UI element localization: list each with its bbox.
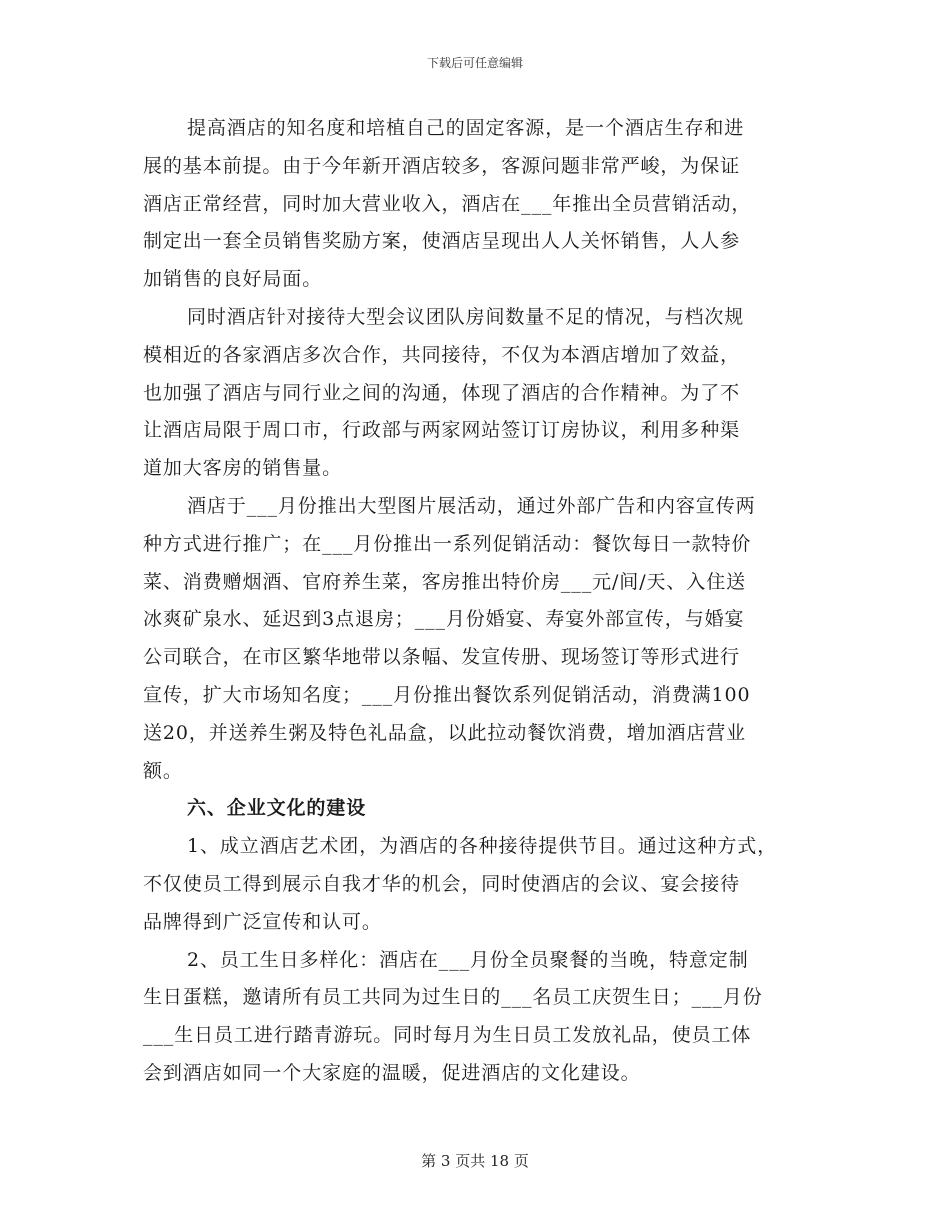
text-line: 1、成立酒店艺术团，为酒店的各种接待提供节目。通过这种方式， <box>187 835 778 858</box>
text-line: 展的基本前提。由于今年新开酒店较多，客源问题非常严峻，为保证 <box>143 154 741 177</box>
document-body <box>143 110 808 1093</box>
page-header-note: 下载后可任意编辑 <box>426 56 523 70</box>
text-line: 酒店于___月份推出大型图片展活动，通过外部广告和内容宣传两 <box>187 494 756 517</box>
text-line: 也加强了酒店与同行业之间的沟通，体现了酒店的合作精神。为了不 <box>143 381 741 404</box>
text-line: 冰爽矿泉水、延迟到3点退房；___月份婚宴、寿宴外部宣传，与婚宴 <box>143 608 745 631</box>
section-heading: 六、企业文化的建设 <box>187 797 367 820</box>
text-line: 宣传，扩大市场知名度；___月份推出餐饮系列促销活动，消费满100 <box>143 683 751 706</box>
text-line: 品牌得到广泛宣传和认可。 <box>143 910 382 933</box>
text-line: 让酒店局限于周口市，行政部与两家网站签订订房协议，利用多种渠 <box>143 419 741 442</box>
text-line: 提高酒店的知名度和培植自己的固定客源，是一个酒店生存和进 <box>187 117 745 139</box>
page-number-footer: 第 3 页共 18 页 <box>421 1152 529 1170</box>
text-line: 不仅使员工得到展示自我才华的机会，同时使酒店的会议、宴会接待 <box>143 872 741 895</box>
text-line: 加销售的良好局面。 <box>143 268 323 291</box>
text-line: 制定出一套全员销售奖励方案，使酒店呈现出人人关怀销售，人人参 <box>143 230 741 253</box>
text-line: 道加大客房的销售量。 <box>143 457 343 480</box>
text-line: 2、员工生日多样化：酒店在___月份全员聚餐的当晚，特意定制 <box>187 948 749 971</box>
text-line: 生日蛋糕，邀请所有员工共同为过生日的___名员工庆贺生日；___月份 <box>143 986 763 1009</box>
text-line: 种方式进行推广；在___月份推出一系列促销活动：餐饮每日一款特价 <box>143 532 752 555</box>
text-line: 模相近的各家酒店多次合作，共同接待，不仅为本酒店增加了效益， <box>143 343 741 366</box>
text-line: 会到酒店如同一个大家庭的温暖，促进酒店的文化建设。 <box>143 1061 641 1084</box>
text-line: 菜、消费赠烟酒、官府养生菜，客房推出特价房___元/间/天、入住送 <box>143 570 747 593</box>
text-line: 酒店正常经营，同时加大营业收入，酒店在___年推出全员营销活动， <box>143 192 752 215</box>
text-line: 送20，并送养生粥及特色礼品盒，以此拉动餐饮消费，增加酒店营业 <box>143 721 747 744</box>
text-line: 同时酒店针对接待大型会议团队房间数量不足的情况，与档次规 <box>187 305 745 328</box>
text-line: 额。 <box>143 759 183 782</box>
text-line: 公司联合，在市区繁华地带以条幅、发宣传册、现场签订等形式进行 <box>143 646 741 669</box>
text-line: ___生日员工进行踏青游玩。同时每月为生日员工发放礼品，使员工体 <box>143 1024 752 1047</box>
